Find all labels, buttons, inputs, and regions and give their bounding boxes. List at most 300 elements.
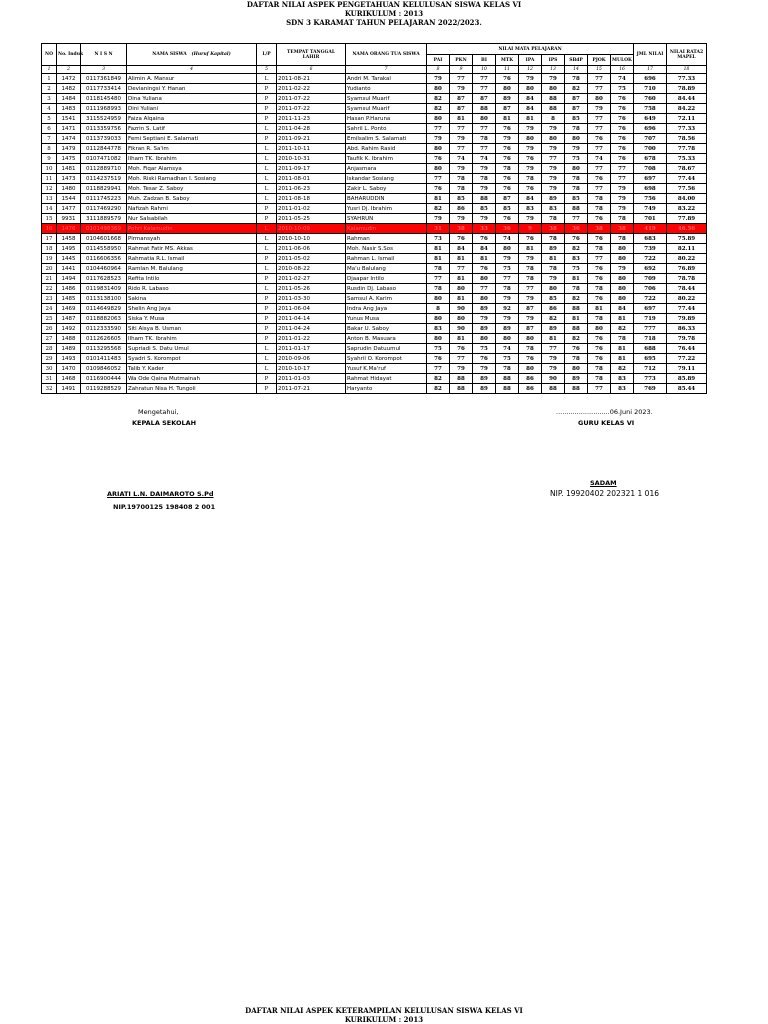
row-parent-name: Anton B. Masuara: [346, 334, 427, 344]
row-average: 78.44: [667, 284, 707, 294]
row-average: 78.56: [667, 134, 707, 144]
row-induk: 9931: [57, 214, 81, 224]
row-gender: P: [257, 294, 277, 304]
row-nisn: 0116606356: [81, 254, 127, 264]
row-number: 18: [42, 244, 57, 254]
row-score-pai: 80: [427, 314, 450, 324]
row-score-pjok: 76: [588, 264, 611, 274]
row-number: 21: [42, 274, 57, 284]
row-average: 84.44: [667, 94, 707, 104]
row-score-ipa: 81: [519, 244, 542, 254]
row-induk: 1458: [57, 234, 81, 244]
footer-principal-name: ARIATI L.N. DAIMAROTO S.Pd: [107, 490, 214, 498]
row-score-mtk: 76: [496, 74, 519, 84]
row-score-mulok: 76: [611, 94, 634, 104]
column-number: 2: [57, 66, 81, 74]
row-score-pkn: 77: [450, 264, 473, 274]
row-average: 77.33: [667, 74, 707, 84]
header-nisn: N I S N: [81, 44, 127, 66]
table-row: [42, 194, 707, 204]
row-gender: P: [257, 84, 277, 94]
row-student-name: Wa Ode Qaina Mutmainah: [127, 374, 257, 384]
row-score-mulok: 76: [611, 134, 634, 144]
row-score-ips: 85: [542, 294, 565, 304]
row-score-pjok: 78: [588, 194, 611, 204]
header-school: SDN 3 KARAMAT TAHUN PELAJARAN 2022/2023.: [286, 18, 482, 27]
row-score-sbdp: 80: [565, 364, 588, 374]
row-average: 84.00: [667, 194, 707, 204]
row-score-pjok: 76: [588, 234, 611, 244]
row-score-mulok: 83: [611, 384, 634, 394]
row-birthdate: 2010-10-17: [277, 364, 346, 374]
row-score-mulok: 77: [611, 164, 634, 174]
row-gender: L: [257, 124, 277, 134]
row-induk: 1494: [57, 274, 81, 284]
row-birthdate: 2011-07-22: [277, 104, 346, 114]
header-subject-mulok: MULOK: [611, 55, 634, 66]
row-student-name: Rahmatia R.L. Ismail: [127, 254, 257, 264]
row-student-name: Fikran R. Sa'im: [127, 144, 257, 154]
column-number: 6: [277, 66, 346, 74]
row-total: 696: [634, 74, 667, 84]
row-score-mulok: 82: [611, 324, 634, 334]
table-row: [42, 364, 707, 374]
row-score-mulok: 79: [611, 204, 634, 214]
row-gender: L: [257, 364, 277, 374]
row-score-mtk: 79: [496, 134, 519, 144]
row-nisn: 0112626605: [81, 334, 127, 344]
row-score-sbdp: 85: [565, 114, 588, 124]
row-score-mtk: 89: [496, 324, 519, 334]
row-gender: L: [257, 184, 277, 194]
row-score-sbdp: 78: [565, 74, 588, 84]
row-score-mulok: 81: [611, 314, 634, 324]
row-total: 777: [634, 324, 667, 334]
row-score-mulok: 76: [611, 114, 634, 124]
row-nisn: 3115524959: [81, 114, 127, 124]
row-score-sbdp: 77: [565, 214, 588, 224]
row-score-pjok: 77: [588, 184, 611, 194]
row-student-name: Ilham TK. Ibrahim: [127, 154, 257, 164]
row-score-ips: 79: [542, 74, 565, 84]
row-birthdate: 2010-08-22: [277, 264, 346, 274]
row-score-pkn: 88: [450, 374, 473, 384]
row-score-pjok: 76: [588, 344, 611, 354]
row-gender: L: [257, 74, 277, 84]
row-score-mulok: 75: [611, 84, 634, 94]
row-total: 688: [634, 344, 667, 354]
row-nisn: 0101498369: [81, 224, 127, 234]
row-score-ipa: 79: [519, 214, 542, 224]
row-student-name: Ilham TK. Ibrahim: [127, 334, 257, 344]
row-score-mtk: 79: [496, 294, 519, 304]
row-score-sbdp: 83: [565, 254, 588, 264]
row-total: 773: [634, 374, 667, 384]
row-total: 760: [634, 94, 667, 104]
row-nisn: 0112889710: [81, 164, 127, 174]
row-average: 78.67: [667, 164, 707, 174]
row-number: 20: [42, 264, 57, 274]
row-induk: 1479: [57, 144, 81, 154]
row-score-bi: 81: [473, 254, 496, 264]
row-gender: L: [257, 174, 277, 184]
row-score-pai: 80: [427, 334, 450, 344]
row-score-pkn: 85: [450, 194, 473, 204]
row-parent-name: Bakar U. Saboy: [346, 324, 427, 334]
row-parent-name: Hasan P.Haruna: [346, 114, 427, 124]
row-student-name: Ramlan M. Balulang: [127, 264, 257, 274]
row-score-pjok: 77: [588, 254, 611, 264]
row-parent-name: Yusuf K.Ma'ruf: [346, 364, 427, 374]
row-score-pai: 77: [427, 364, 450, 374]
column-number: 10: [473, 66, 496, 74]
row-score-pjok: 78: [588, 314, 611, 324]
row-score-pai: 81: [427, 244, 450, 254]
header-subject-group: NILAI MATA PELAJARAN: [427, 44, 634, 55]
header-subject-bi: BI: [473, 55, 496, 66]
row-score-sbdp: 87: [565, 94, 588, 104]
row-birthdate: 2011-08-21: [277, 74, 346, 84]
row-number: 14: [42, 204, 57, 214]
row-student-name: Dini Yuliani: [127, 104, 257, 114]
row-birthdate: 2011-06-06: [277, 244, 346, 254]
row-score-pjok: 80: [588, 324, 611, 334]
row-average: 75.89: [667, 234, 707, 244]
row-score-pkn: 79: [450, 134, 473, 144]
row-number: 17: [42, 234, 57, 244]
row-score-pkn: 79: [450, 214, 473, 224]
row-gender: P: [257, 324, 277, 334]
row-score-sbdp: 76: [565, 344, 588, 354]
row-score-bi: 79: [473, 314, 496, 324]
row-score-ipa: 83: [519, 204, 542, 214]
column-number: 15: [588, 66, 611, 74]
row-score-pai: 79: [427, 214, 450, 224]
row-score-pai: 77: [427, 274, 450, 284]
row-birthdate: 2011-01-03: [277, 374, 346, 384]
header-no: NO: [42, 44, 57, 66]
row-induk: 1475: [57, 154, 81, 164]
row-score-ipa: 80: [519, 334, 542, 344]
table-row: [42, 234, 707, 244]
row-gender: L: [257, 194, 277, 204]
row-score-mtk: 76: [496, 184, 519, 194]
table-row: [42, 104, 707, 114]
row-score-ips: 89: [542, 194, 565, 204]
row-parent-name: Indra Ang Jaya: [346, 304, 427, 314]
header-nama: [127, 44, 257, 66]
row-induk: 1477: [57, 204, 81, 214]
row-number: 8: [42, 144, 57, 154]
row-gender: P: [257, 314, 277, 324]
row-score-pai: 79: [427, 74, 450, 84]
table-row: [42, 334, 707, 344]
row-average: 77.56: [667, 184, 707, 194]
header-subject-pai: PAI: [427, 55, 450, 66]
row-birthdate: 2010-10-31: [277, 154, 346, 164]
row-total: 712: [634, 364, 667, 374]
row-number: 6: [42, 124, 57, 134]
row-score-pai: 80: [427, 84, 450, 94]
row-birthdate: 2011-04-28: [277, 124, 346, 134]
row-nisn: 0118145480: [81, 94, 127, 104]
row-score-bi: 88: [473, 194, 496, 204]
table-row: [42, 184, 707, 194]
footer-date: ..........................06.Juni 2023.: [556, 408, 653, 416]
column-number: 12: [519, 66, 542, 74]
row-score-ipa: 79: [519, 164, 542, 174]
row-total: 718: [634, 334, 667, 344]
table-row: [42, 124, 707, 134]
row-total: 722: [634, 294, 667, 304]
row-parent-name: Samsul A. Karim: [346, 294, 427, 304]
row-score-bi: 78: [473, 174, 496, 184]
row-score-pkn: 84: [450, 244, 473, 254]
row-birthdate: 2011-01-22: [277, 334, 346, 344]
row-parent-name: Syahril O. Korompot: [346, 354, 427, 364]
row-nisn: 0114558950: [81, 244, 127, 254]
row-gender: P: [257, 374, 277, 384]
row-student-name: Nafizah Rahmi: [127, 204, 257, 214]
row-student-name: Dina Yuliana: [127, 94, 257, 104]
row-average: 80.22: [667, 294, 707, 304]
row-score-mtk: 76: [496, 174, 519, 184]
table-row: [42, 274, 707, 284]
row-score-ipa: 87: [519, 324, 542, 334]
row-score-mulok: 77: [611, 174, 634, 184]
row-score-bi: 80: [473, 334, 496, 344]
row-induk: 1481: [57, 164, 81, 174]
row-parent-name: Zakir L. Saboy: [346, 184, 427, 194]
row-score-ipa: 76: [519, 154, 542, 164]
row-induk: 1471: [57, 124, 81, 134]
row-birthdate: 2010-10-10: [277, 234, 346, 244]
table-row: [42, 344, 707, 354]
row-birthdate: 2010-10-09: [277, 224, 346, 234]
row-nisn: 0113359756: [81, 124, 127, 134]
row-score-sbdp: 78: [565, 184, 588, 194]
row-gender: P: [257, 274, 277, 284]
row-total: 696: [634, 124, 667, 134]
row-score-mulok: 80: [611, 284, 634, 294]
row-score-pkn: 81: [450, 334, 473, 344]
row-score-pkn: 77: [450, 124, 473, 134]
row-number: 19: [42, 254, 57, 264]
row-score-sbdp: 88: [565, 304, 588, 314]
row-score-pai: 82: [427, 384, 450, 394]
row-average: 77.22: [667, 354, 707, 364]
row-birthdate: 2011-07-21: [277, 384, 346, 394]
row-score-pkn: 90: [450, 304, 473, 314]
row-induk: 1541: [57, 114, 81, 124]
row-birthdate: 2011-03-30: [277, 294, 346, 304]
row-average: 82.11: [667, 244, 707, 254]
row-student-name: Pohri Kalamudin: [127, 224, 257, 234]
row-gender: P: [257, 254, 277, 264]
row-score-ips: 80: [542, 84, 565, 94]
row-score-ipa: 80: [519, 134, 542, 144]
table-row: [42, 354, 707, 364]
row-score-pjok: 78: [588, 364, 611, 374]
row-score-bi: 76: [473, 234, 496, 244]
row-score-ipa: 80: [519, 364, 542, 374]
row-student-name: Muh. Zadzan B. Saboy: [127, 194, 257, 204]
row-parent-name: Anjasmara: [346, 164, 427, 174]
header-induk: No. Induk: [57, 44, 81, 66]
row-induk: 1495: [57, 244, 81, 254]
table-row: [42, 144, 707, 154]
row-score-ips: 86: [542, 304, 565, 314]
row-score-bi: 85: [473, 204, 496, 214]
row-birthdate: 2011-05-25: [277, 214, 346, 224]
table-row: [42, 154, 707, 164]
row-score-pkn: 81: [450, 254, 473, 264]
row-score-pkn: 80: [450, 314, 473, 324]
table-row: [42, 114, 707, 124]
row-number: 25: [42, 314, 57, 324]
row-score-mulok: 83: [611, 374, 634, 384]
row-score-mulok: 80: [611, 294, 634, 304]
row-parent-name: Yunus Musa: [346, 314, 427, 324]
row-score-pai: 73: [427, 234, 450, 244]
row-score-ipa: 77: [519, 284, 542, 294]
row-nisn: 3111889579: [81, 214, 127, 224]
row-score-pkn: 78: [450, 184, 473, 194]
row-score-pkn: 76: [450, 234, 473, 244]
row-score-pjok: 80: [588, 94, 611, 104]
row-score-bi: 79: [473, 214, 496, 224]
row-nisn: 0101411483: [81, 354, 127, 364]
row-score-ips: 77: [542, 344, 565, 354]
header-subject-pjok: PJOK: [588, 55, 611, 66]
row-student-name: Moh. Tesar Z. Saboy: [127, 184, 257, 194]
row-number: 10: [42, 164, 57, 174]
row-number: 16: [42, 224, 57, 234]
row-average: 77.44: [667, 174, 707, 184]
row-gender: L: [257, 344, 277, 354]
row-score-sbdp: 87: [565, 104, 588, 114]
row-average: 75.33: [667, 154, 707, 164]
row-induk: 1489: [57, 344, 81, 354]
row-score-ips: 88: [542, 94, 565, 104]
row-induk: 1468: [57, 374, 81, 384]
row-nisn: 0113295568: [81, 344, 127, 354]
row-average: 85.89: [667, 374, 707, 384]
row-score-ipa: 80: [519, 84, 542, 94]
row-parent-name: Iskandar Sosiang: [346, 174, 427, 184]
row-birthdate: 2011-05-02: [277, 254, 346, 264]
row-total: 683: [634, 234, 667, 244]
row-score-ips: 78: [542, 234, 565, 244]
table-row: [42, 224, 707, 234]
row-gender: L: [257, 224, 277, 234]
row-score-mulok: 78: [611, 214, 634, 224]
row-nisn: 0112844778: [81, 144, 127, 154]
row-score-mulok: 74: [611, 74, 634, 84]
row-average: 78.78: [667, 274, 707, 284]
row-score-bi: 79: [473, 164, 496, 174]
row-score-pai: 76: [427, 354, 450, 364]
row-total: 749: [634, 204, 667, 214]
row-score-ips: 90: [542, 374, 565, 384]
row-induk: 1472: [57, 74, 81, 84]
row-score-mtk: 88: [496, 384, 519, 394]
row-parent-name: Yudianto: [346, 84, 427, 94]
row-birthdate: 2010-09-06: [277, 354, 346, 364]
row-number: 2: [42, 84, 57, 94]
table-row: [42, 324, 707, 334]
row-nisn: 0113739033: [81, 134, 127, 144]
row-gender: P: [257, 114, 277, 124]
column-number: 17: [634, 66, 667, 74]
column-number: 4: [127, 66, 257, 74]
row-score-bi: 79: [473, 364, 496, 374]
row-induk: 1473: [57, 174, 81, 184]
row-score-ipa: 9: [519, 224, 542, 234]
row-parent-name: Syamsul Muarif: [346, 94, 427, 104]
row-induk: 1445: [57, 254, 81, 264]
row-induk: 1492: [57, 324, 81, 334]
row-score-mulok: 82: [611, 364, 634, 374]
row-score-sbdp: 75: [565, 264, 588, 274]
row-nisn: 0119288529: [81, 384, 127, 394]
row-score-ips: 88: [542, 104, 565, 114]
row-total: 710: [634, 84, 667, 94]
row-gender: L: [257, 354, 277, 364]
row-number: 15: [42, 214, 57, 224]
row-number: 9: [42, 154, 57, 164]
row-total: 758: [634, 104, 667, 114]
row-score-ips: 89: [542, 324, 565, 334]
row-score-mtk: 36: [496, 224, 519, 234]
row-score-pjok: 77: [588, 384, 611, 394]
row-score-pjok: 77: [588, 164, 611, 174]
row-number: 32: [42, 384, 57, 394]
row-score-ips: 88: [542, 384, 565, 394]
row-nisn: 0109846052: [81, 364, 127, 374]
row-average: 77.78: [667, 144, 707, 154]
table-row: [42, 204, 707, 214]
row-score-pjok: 76: [588, 214, 611, 224]
row-average: 79.89: [667, 314, 707, 324]
row-score-pai: 79: [427, 134, 450, 144]
row-induk: 1483: [57, 104, 81, 114]
row-score-mtk: 79: [496, 314, 519, 324]
row-student-name: Moh. Riski Ramadhan I. Sosiang: [127, 174, 257, 184]
row-average: 46.56: [667, 224, 707, 234]
row-score-mtk: 79: [496, 254, 519, 264]
row-score-sbdp: 82: [565, 294, 588, 304]
document-header: [0, 0, 768, 27]
row-score-bi: 89: [473, 384, 496, 394]
row-score-ipa: 76: [519, 184, 542, 194]
row-nisn: 0117361849: [81, 74, 127, 84]
row-score-pkn: 81: [450, 114, 473, 124]
row-induk: 1487: [57, 314, 81, 324]
column-number: 11: [496, 66, 519, 74]
footer-teacher-name: SADAM: [590, 479, 617, 487]
row-student-name: Zahratun Nisa H. Tungoli: [127, 384, 257, 394]
row-score-pai: 82: [427, 374, 450, 384]
row-score-pjok: 77: [588, 144, 611, 154]
row-score-mtk: 77: [496, 274, 519, 284]
row-score-pkn: 78: [450, 174, 473, 184]
row-average: 86.33: [667, 324, 707, 334]
header-ttl: TEMPAT TANGGAL LAHIR: [277, 44, 346, 66]
row-induk: 1474: [57, 134, 81, 144]
row-score-sbdp: 81: [565, 274, 588, 284]
row-parent-name: Ma'u Balulang: [346, 264, 427, 274]
